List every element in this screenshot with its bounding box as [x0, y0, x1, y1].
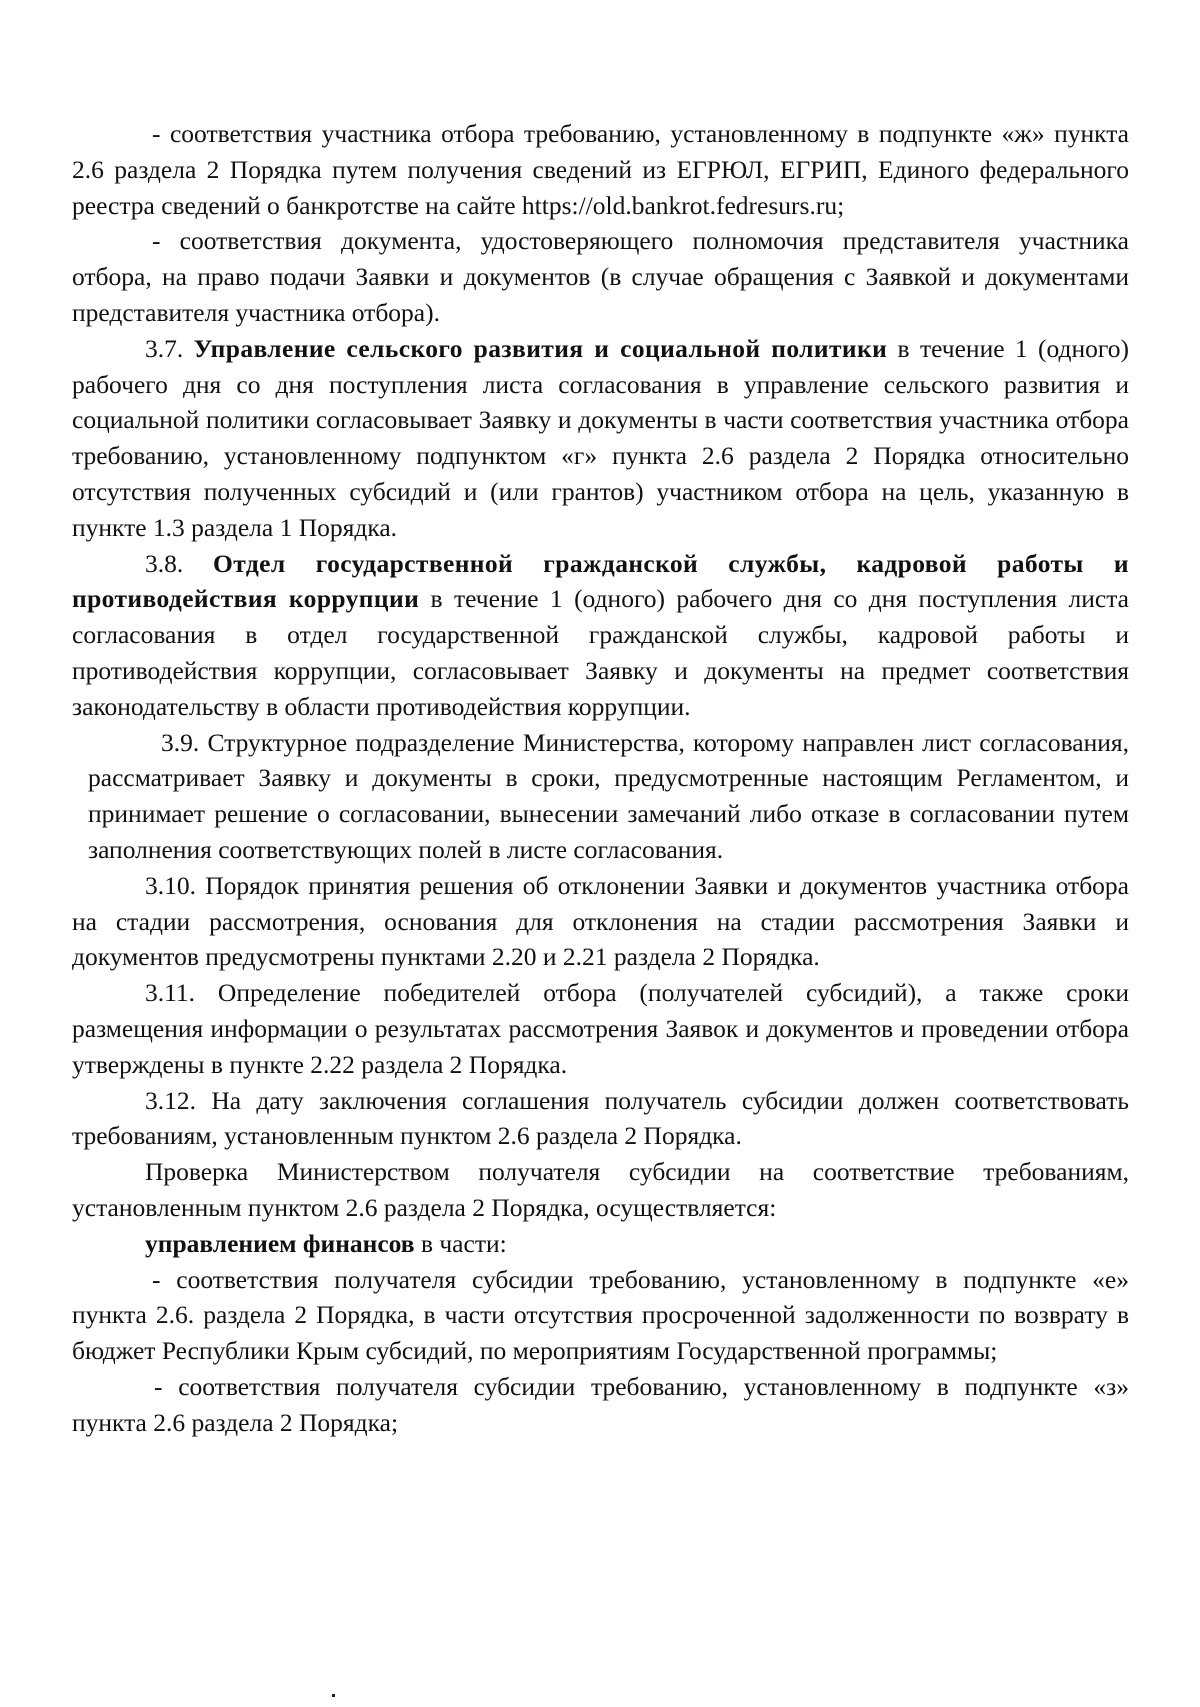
text-run: - соответствия документа, удостоверяющего полномочия представителя участника отбора, на право подачи Заявки и документов (в случае обращения с Заявкой и документами представителя участника отбора). — [72, 226, 1129, 327]
bold-department-name: Управление сельского развития и социальной политики — [193, 333, 888, 363]
paragraph-dash-e — [72, 1262, 1129, 1369]
bold-department-name: управлением финансов — [145, 1228, 415, 1258]
text-run: в течение 1 (одного) рабочего дня со дня поступления листа согласования в управление сельского развития и социальной политики согласовывает Заявку и документы в части соответствия участника отбора требованию, установленному подпунктом «г» пункта 2.6 раздела 2 Порядка относительно отсутствия полученных субсидий и (или грантов) участником отбора на цель, указанную в пункте 1.3 раздела 1 Порядка. — [72, 333, 1129, 542]
bold-department-name: Отдел государственной гражданской службы, кадровой работы и противодействия коррупции — [72, 548, 1129, 614]
text-run: - соответствия получателя субсидии требованию, установленному в подпункте «е» пункта 2.6. раздела 2 Порядка, в части отсутствия просроченной задолженности по возврату в бюджет Республики Крым субсидий, по мероприятиям Государственной программы; — [72, 1264, 1129, 1366]
text-run: - соответствия получателя субсидии требованию, установленному в подпункте «з» пункта 2.6 раздела 2 Порядка; — [72, 1371, 1129, 1437]
paragraph-3-11 — [72, 975, 1129, 1082]
paragraph-3-7 — [72, 331, 1129, 546]
text-run: Проверка Министерством получателя субсидии на соответствие требованиям, установленным пунктом 2.6 раздела 2 Порядка, осуществляется: — [72, 1157, 1129, 1222]
paragraph-3-12 — [72, 1083, 1129, 1155]
text-run: - соответствия участника отбора требованию, установленному в подпункте «ж» пункта 2.6 раздела 2 Порядка путем получения сведений из ЕГРЮЛ, ЕГРИП, Единого федерального реестра сведений о банкротстве на сайте https://old.bankrot.fedresurs.ru; — [72, 119, 1129, 220]
clause-number: 3.7. — [145, 333, 194, 363]
paragraph-3-9 — [72, 725, 1129, 868]
document-page — [72, 116, 1129, 1440]
text-run: 3.11. Определение победителей отбора (получателей субсидий), а также сроки размещения информации о результатах рассмотрения Заявок и документов и проведении отбора утверждены в пункте 2.22 раздела 2 Порядка. — [72, 978, 1129, 1079]
text-run: 3.12. На дату заключения соглашения получатель субсидии должен соответствовать требованиям, установленным пунктом 2.6 раздела 2 Порядка. — [72, 1085, 1129, 1151]
paragraph-dash-z — [72, 1369, 1129, 1441]
clause-number: 3.8. — [145, 548, 214, 578]
paragraph-dash-representative — [72, 223, 1129, 330]
text-run: 3.9. Структурное подразделение Министерства, которому направлен лист согласования, рассматривает Заявку и документы в сроки, предусмотренные настоящим Регламентом, и принимает решение о согласовании, вынесении замечаний либо отказе в согласовании путем заполнения соответствующих полей в листе согласования. — [88, 727, 1129, 864]
text-run: 3.10. Порядок принятия решения об отклонении Заявки и документов участника отбора на стадии рассмотрения, основания для отклонения на стадии рассмотрения Заявки и документов предусмотрены пунктами 2.20 и 2.21 раздела 2 Порядка. — [72, 870, 1129, 972]
text-run: в течение 1 (одного) рабочего дня со дня поступления листа согласования в отдел государственной гражданской службы, кадровой работы и противодействия коррупции, согласовывает Заявку и документы на предмет соответствия законодательству в области противодействия коррупции. — [72, 584, 1129, 721]
scan-speck — [332, 1694, 335, 1697]
paragraph-check — [72, 1154, 1129, 1226]
paragraph-3-10 — [72, 868, 1129, 975]
paragraph-finance — [72, 1226, 1129, 1262]
paragraph-3-8 — [72, 546, 1129, 725]
text-run: в части: — [414, 1228, 507, 1258]
paragraph-dash-egrul — [72, 116, 1129, 223]
